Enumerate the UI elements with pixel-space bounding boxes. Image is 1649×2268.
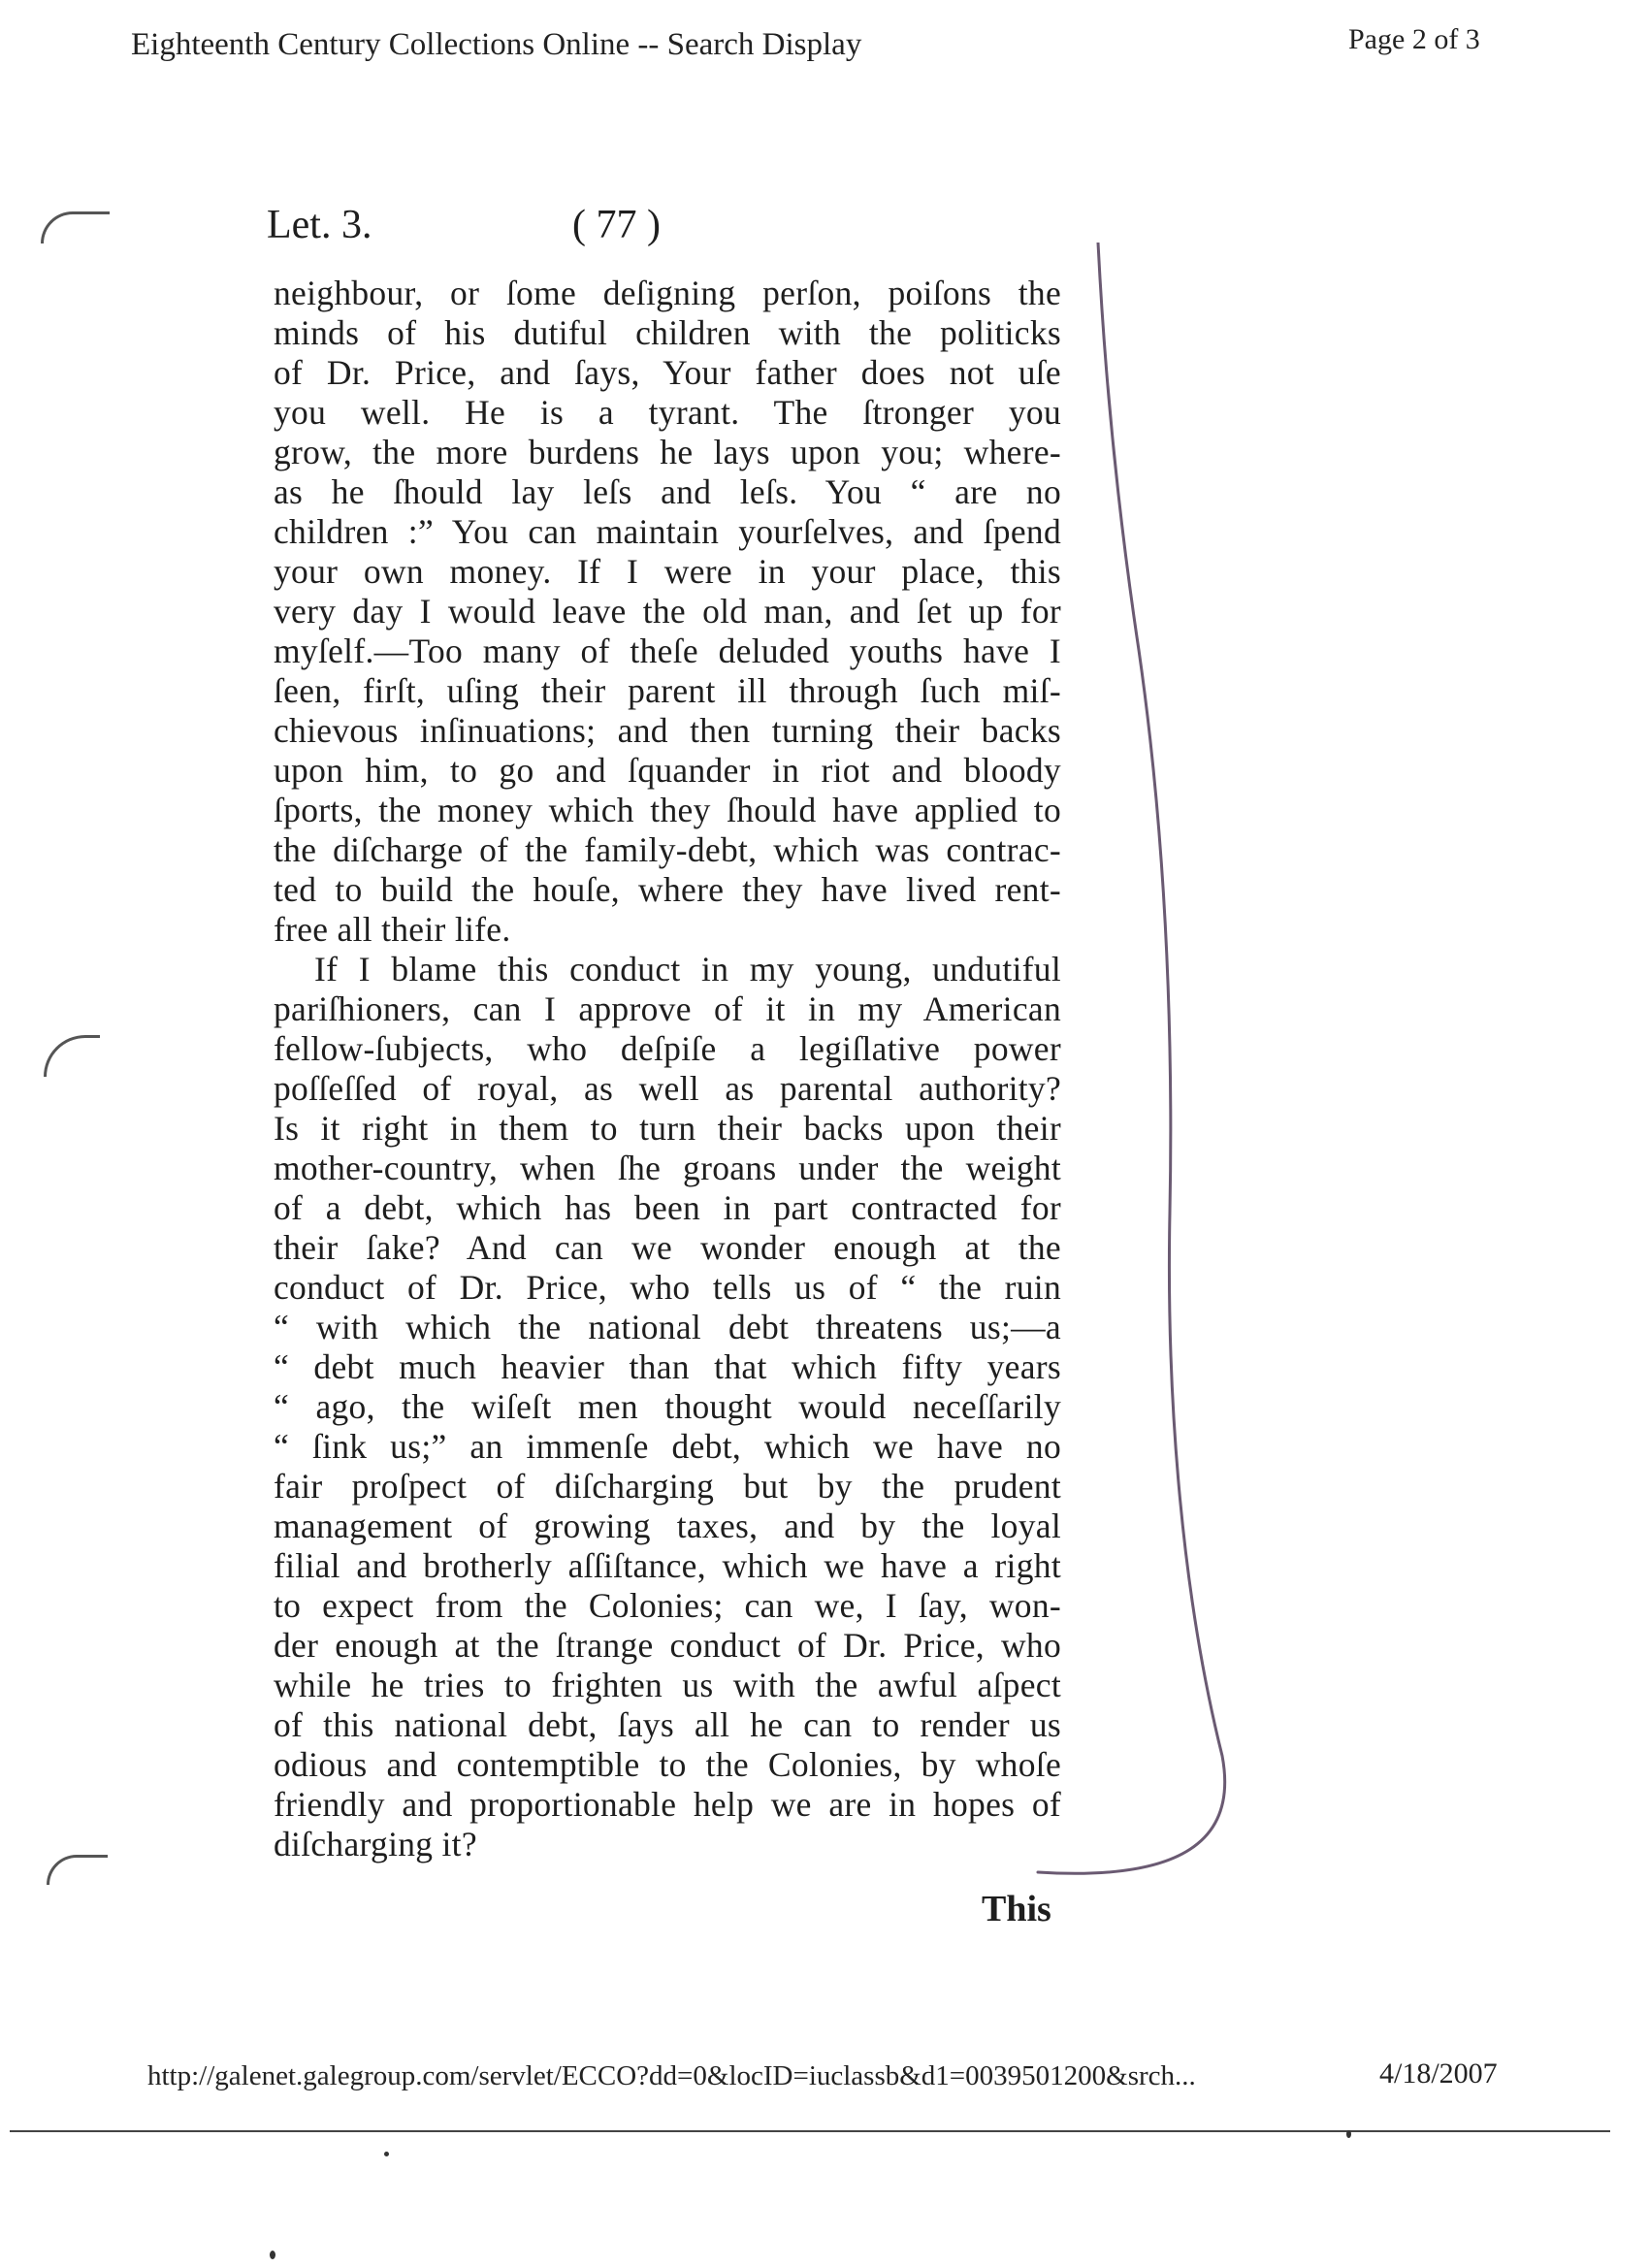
text-line: very day I would leave the old man, and ſet up for [274, 592, 1061, 631]
text-line: of Dr. Price, and ſays, Your father does not uſe [274, 353, 1061, 392]
scan-margin-mark-bottom [47, 1855, 108, 1885]
text-line: myſelf.—Too many of theſe deluded youths have I [274, 632, 1061, 670]
text-line: fellow-ſubjects, who deſpiſe a legiſlative power [274, 1029, 1061, 1068]
text-line: Is it right in them to turn their backs upon their [274, 1109, 1061, 1148]
text-line: minds of his dutiful children with the politicks [274, 313, 1061, 352]
text-line: conduct of Dr. Price, who tells us of “ the ruin [274, 1268, 1061, 1307]
text-line: grow, the more burdens he lays upon you; where- [274, 433, 1061, 471]
text-line: their ſake? And can we wonder enough at the [274, 1228, 1061, 1267]
text-line: of this national debt, ſays all he can to render us [274, 1705, 1061, 1744]
scan-margin-mark-middle [44, 1035, 100, 1077]
book-text-block [274, 274, 1061, 1864]
text-line: upon him, to go and ſquander in riot and bloody [274, 751, 1061, 790]
scan-speck [1346, 2130, 1351, 2138]
scan-speck [270, 2251, 275, 2259]
text-line: while he tries to frighten us with the awful aſpect [274, 1666, 1061, 1704]
text-line: mother-country, when ſhe groans under the weight [274, 1149, 1061, 1187]
text-line: ſports, the money which they ſhould have applied to [274, 791, 1061, 829]
text-line-paragraph-end: diſcharging it? [274, 1825, 477, 1863]
margin-bracket-line [1018, 243, 1251, 1911]
text-line: ted to build the houſe, where they have lived rent- [274, 870, 1061, 909]
text-line: as he ſhould lay leſs and leſs. You “ are no [274, 472, 1061, 511]
text-line: chievous inſinuations; and then turning their backs [274, 711, 1061, 750]
text-line: ſeen, firſt, uſing their parent ill through ſuch miſ- [274, 671, 1061, 710]
print-footer-url: http://galenet.galegroup.com/servlet/ECCO?dd=0&locID=iuclassb&d1=0039501200&srch... [147, 2060, 1196, 2091]
text-line: fair proſpect of diſcharging but by the prudent [274, 1467, 1061, 1506]
running-head-letter: Let. 3. [267, 203, 372, 247]
text-line: der enough at the ſtrange conduct of Dr. Price, who [274, 1626, 1061, 1665]
text-line-paragraph-end: free all their life. [274, 910, 511, 949]
text-line: filial and brotherly aſſiſtance, which we have a right [274, 1546, 1061, 1585]
text-line: children :” You can maintain yourſelves, and ſpend [274, 512, 1061, 551]
catchword: This [982, 1889, 1051, 1929]
print-footer-date: 4/18/2007 [1379, 2057, 1498, 2090]
scan-margin-mark-top [41, 211, 110, 243]
footer-rule [10, 2130, 1610, 2132]
text-line: neighbour, or ſome deſigning perſon, poiſons the [274, 274, 1061, 312]
print-header-page-count: Page 2 of 3 [1348, 23, 1480, 55]
running-head [267, 202, 1062, 260]
text-line: pariſhioners, can I approve of it in my American [274, 989, 1061, 1028]
text-line: of a debt, which has been in part contracted for [274, 1188, 1061, 1227]
text-line: you well. He is a tyrant. The ſtronger you [274, 393, 1061, 432]
text-line: “ ago, the wiſeſt men thought would neceſſarily [274, 1387, 1061, 1426]
text-line: poſſeſſed of royal, as well as parental authority? [274, 1069, 1061, 1108]
text-line: “ ſink us;” an immenſe debt, which we have no [274, 1427, 1061, 1466]
text-line: odious and contemptible to the Colonies, by whoſe [274, 1745, 1061, 1784]
text-line-paragraph-start: If I blame this conduct in my young, undutiful [314, 950, 1061, 988]
print-header-title: Eighteenth Century Collections Online -- Search Display [131, 27, 862, 62]
text-line: “ debt much heavier than that which fifty years [274, 1347, 1061, 1386]
text-line: your own money. If I were in your place, this [274, 552, 1061, 591]
running-head-page-number: ( 77 ) [572, 203, 661, 247]
text-line: management of growing taxes, and by the loyal [274, 1507, 1061, 1545]
text-line: to expect from the Colonies; can we, I ſay, won- [274, 1586, 1061, 1625]
text-line: friendly and proportionable help we are in hopes of [274, 1785, 1061, 1824]
text-line: “ with which the national debt threatens us;—a [274, 1308, 1061, 1346]
text-line: the diſcharge of the family-debt, which was contrac- [274, 830, 1061, 869]
scan-speck [384, 2152, 389, 2156]
